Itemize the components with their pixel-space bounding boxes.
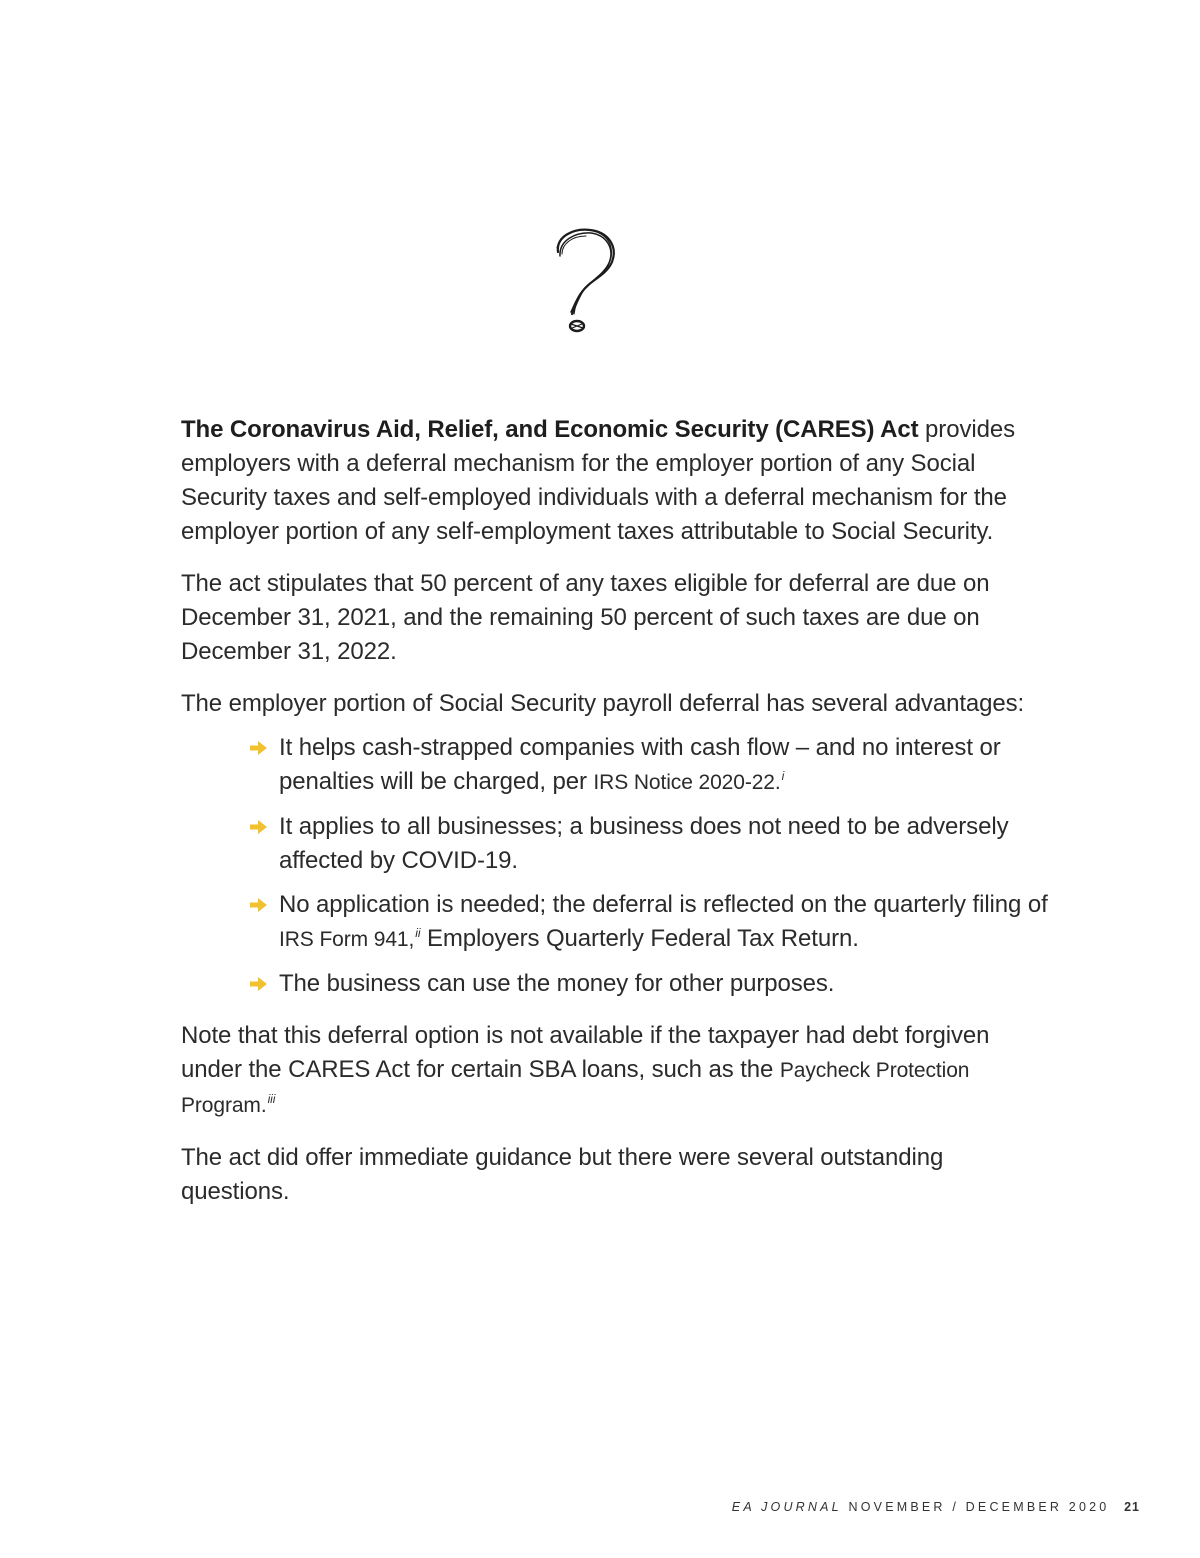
bullet-text: No application is needed; the deferral is reflected on the quarterly filing of	[279, 891, 1048, 918]
cares-act-text: provides employers with a deferral mechanism for the employer portion of any Social Security taxes and self-employed individuals with a deferral mechanism for the employer portion of any self-employment taxes attributable to Social Security.	[181, 416, 1015, 545]
advantages-list	[181, 731, 1051, 1001]
issue-date: NOVEMBER / DECEMBER 2020	[848, 1500, 1110, 1514]
paragraph-cares-act	[181, 413, 1051, 549]
page-footer	[732, 1500, 1140, 1514]
endnote-marker[interactable]: iii	[267, 1092, 276, 1106]
journal-name: EA JOURNAL	[731, 1500, 842, 1514]
arrow-right-icon	[249, 819, 268, 835]
question-mark-icon	[548, 226, 628, 338]
article-body	[181, 413, 1051, 1227]
list-item	[279, 888, 1051, 957]
irs-form-941-link[interactable]: IRS Form 941,	[279, 928, 415, 951]
cares-act-heading: The Coronavirus Aid, Relief, and Economic Security (CARES) Act	[181, 416, 919, 443]
arrow-right-icon	[249, 740, 268, 756]
sba-note-text: Note that this deferral option is not available if the taxpayer had debt forgiven under the CARES Act for certain SBA loans, such as the	[181, 1022, 990, 1083]
bullet-text-continued: Employers Quarterly Federal Tax Return.	[420, 925, 859, 952]
list-item	[279, 967, 1051, 1001]
ppp-link[interactable]: Paycheck Protection Program.	[181, 1059, 970, 1117]
paragraph-deferral-dates: The act stipulates that 50 percent of any taxes eligible for deferral are due on December 31, 2021, and the remaining 50 percent of such taxes are due on December 31, 2022.	[181, 570, 990, 665]
list-item	[279, 810, 1051, 878]
bullet-text: It applies to all businesses; a business does not need to be adversely affected by COVID-19.	[279, 813, 1009, 874]
paragraph-advantages-intro: The employer portion of Social Security payroll deferral has several advantages:	[181, 690, 1025, 717]
page-number: 21	[1124, 1500, 1140, 1514]
list-item	[279, 731, 1051, 800]
arrow-right-icon	[249, 897, 268, 913]
endnote-marker[interactable]: ii	[415, 926, 421, 940]
bullet-text: The business can use the money for other purposes.	[279, 970, 835, 997]
irs-notice-link[interactable]: IRS Notice 2020-22.	[593, 771, 781, 794]
paragraph-guidance: The act did offer immediate guidance but there were several outstanding questions.	[181, 1144, 944, 1205]
paragraph-sba-note	[181, 1019, 1051, 1123]
arrow-right-icon	[249, 976, 268, 992]
endnote-marker[interactable]: i	[781, 769, 785, 783]
bullet-text: It helps cash-strapped companies with cash flow – and no interest or penalties will be charged, per	[279, 734, 1001, 795]
